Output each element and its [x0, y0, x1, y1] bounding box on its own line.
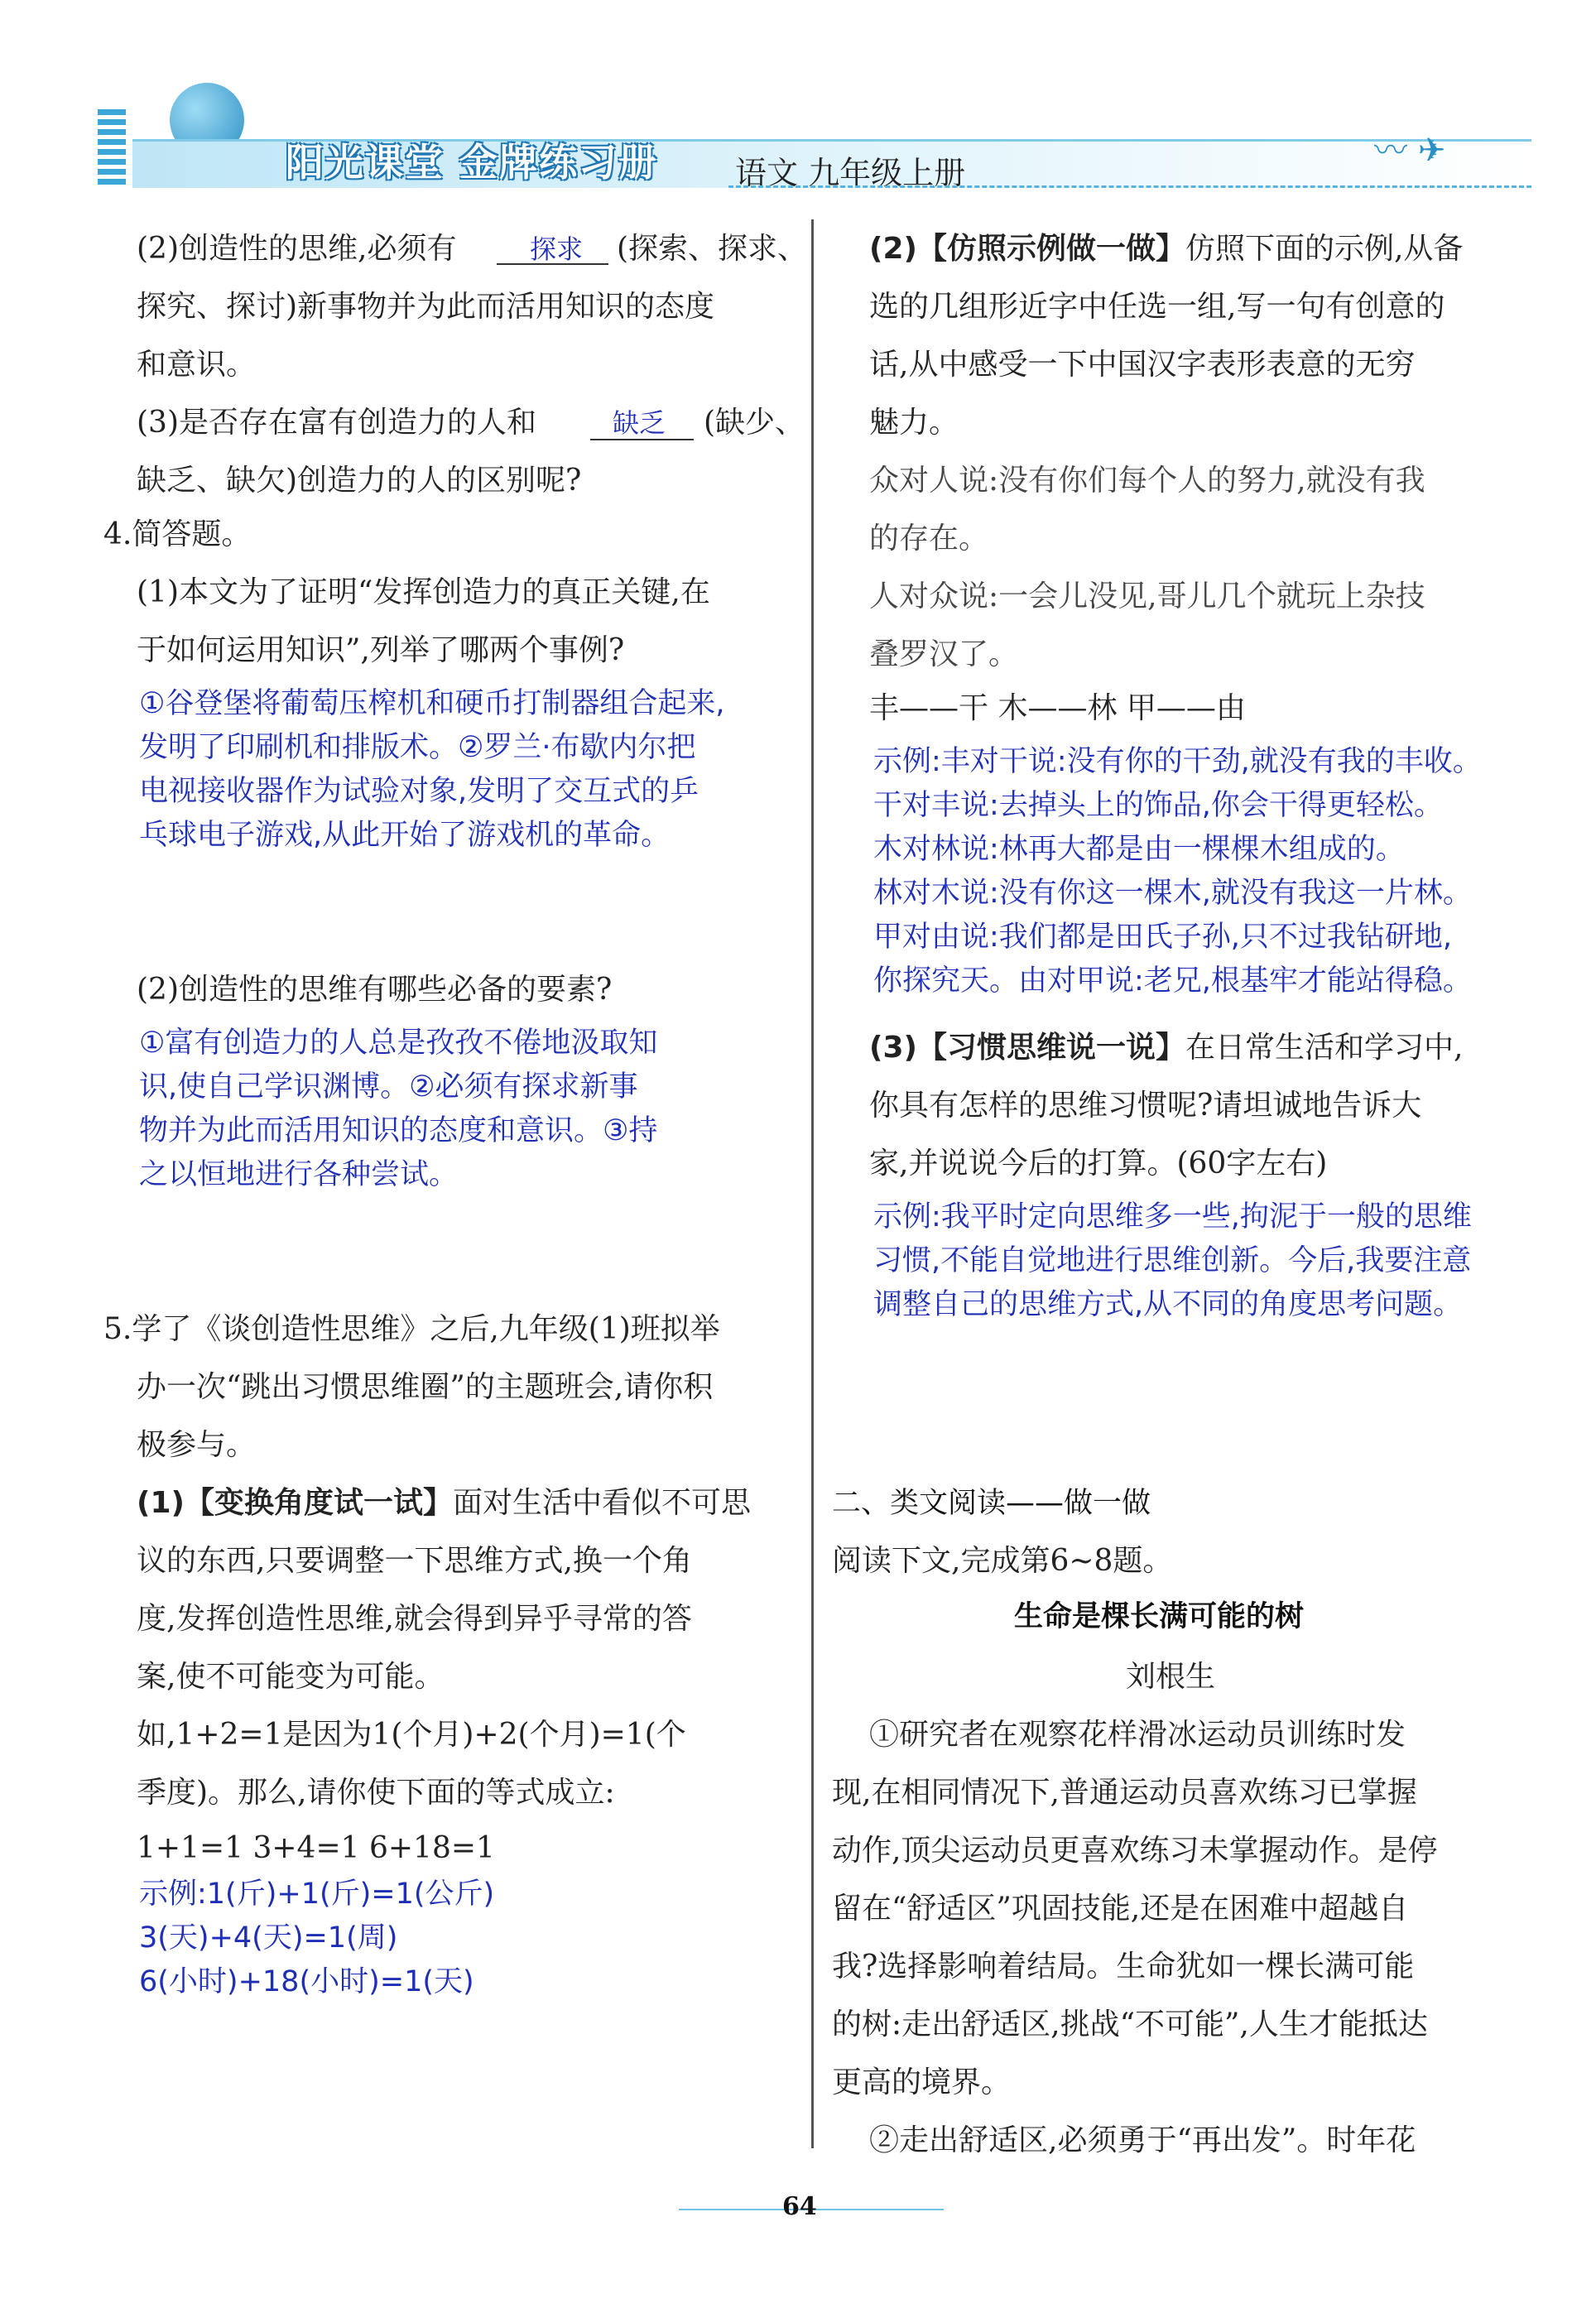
page-number: 64 [782, 2192, 817, 2221]
q4-2-answer-line: 之以恒地进行各种尝试。 [139, 1158, 459, 1191]
r3-tag: (3)【习惯思维说一说】 [869, 1031, 1185, 1065]
q5-1-tag: (1)【变换角度试一试】 [137, 1486, 453, 1520]
q5-1-line [137, 1486, 751, 1521]
q4-1-answer-line: 乓球电子游戏,从此开始了游戏机的革命。 [139, 819, 671, 852]
q2-text-c: 探究、探讨)新事物并为此而活用知识的态度 [137, 290, 715, 324]
q5-1-answer-line: 示例:1(斤)+1(斤)=1(公斤) [139, 1878, 495, 1911]
r2-text: 选的几组形近字中任选一组,写一句有创意的 [869, 290, 1445, 324]
header-stripes [98, 109, 126, 189]
r3-text: 你具有怎样的思维习惯呢?请坦诚地告诉大 [869, 1089, 1422, 1123]
r2-text: 话,从中感受一下中国汉字表形表意的无穷 [869, 348, 1416, 382]
q3-answer: 缺乏 [613, 407, 666, 439]
q5-1-text: 案,使不可能变为可能。 [137, 1660, 445, 1694]
book-subtitle: 语文 九年级上册 [735, 155, 966, 191]
r2-answer-line: 甲对由说:我们都是田氏子孙,只不过我钻研地, [873, 921, 1453, 954]
q4-2-text: (2)创造性的思维有哪些必备的要素? [137, 973, 613, 1007]
article-line: 留在“舒适区”巩固技能,还是在困难中超越自 [832, 1892, 1409, 1926]
q3-text-c: 缺乏、缺欠)创造力的人的区别呢? [137, 464, 582, 498]
q5-1-text: 如,1+2=1是因为1(个月)+2(个月)=1(个 [137, 1718, 686, 1752]
q4-2-answer-line: ①富有创造力的人总是孜孜不倦地汲取知 [139, 1027, 658, 1060]
book-title: 阳光课堂 金牌练习册 [286, 140, 659, 185]
section-instruction: 阅读下文,完成第6~8题。 [832, 1544, 1173, 1578]
r2-answer-line: 干对丰说:去掉头上的饰品,你会干得更轻松。 [873, 789, 1443, 822]
article-line: 的树:走出舒适区,挑战“不可能”,人生才能抵达 [832, 2008, 1428, 2041]
r2-groups: 丰——干 木——林 甲——由 [869, 691, 1246, 725]
q5-text: 极参与。 [137, 1428, 257, 1462]
q4-1-text-a: (1)本文为了证明“发挥创造力的真正关键,在 [137, 575, 710, 609]
q2-text-b: (探索、探求、 [617, 232, 808, 266]
q4-heading: 4.简答题。 [103, 517, 252, 551]
article-title: 生命是棵长满可能的树 [1014, 1600, 1305, 1633]
header-dashed-rule [728, 185, 1531, 188]
q4-1-answer-line: 发明了印刷机和排版术。②罗兰·布歇内尔把 [139, 731, 696, 764]
q5-text: 办一次“跳出习惯思维圈”的主题班会,请你积 [137, 1370, 714, 1404]
r3-answer-line: 习惯,不能自觉地进行思维创新。今后,我要注意 [873, 1244, 1472, 1277]
r3-rest: 在日常生活和学习中, [1185, 1031, 1464, 1065]
r2-example: 众对人说:没有你们每个人的努力,就没有我 [869, 464, 1425, 498]
r2-rest: 仿照下面的示例,从备 [1185, 232, 1464, 266]
q3-text-b: (缺少、 [704, 406, 805, 440]
r2-answer-line: 木对林说:林再大都是由一棵棵木组成的。 [873, 833, 1405, 866]
r2-answer-line: 示例:丰对干说:没有你的干劲,就没有我的丰收。 [873, 745, 1482, 778]
q4-2-answer-line: 物并为此而活用知识的态度和意识。③持 [139, 1114, 658, 1147]
r3-answer-line: 示例:我平时定向思维多一些,拘泥于一般的思维 [873, 1200, 1472, 1233]
r2-answer-line: 林对木说:没有你这一棵木,就没有我这一片林。 [873, 877, 1472, 910]
q5-1-equations: 1+1=1 3+4=1 6+18=1 [137, 1831, 495, 1865]
r2-tag: (2)【仿照示例做一做】 [869, 232, 1185, 266]
section-heading: 二、类文阅读——做一做 [832, 1487, 1151, 1520]
q3-text-a: (3)是否存在富有创造力的人和 [137, 406, 536, 440]
q5-1-text: 议的东西,只要调整一下思维方式,换一个角 [137, 1544, 692, 1578]
article-line: ②走出舒适区,必须勇于“再出发”。时年花 [869, 2123, 1416, 2157]
article-line: 我?选择影响着结局。生命犹如一棵长满可能 [832, 1950, 1415, 1984]
q4-1-answer-line: ①谷登堡将葡萄压榨机和硬币打制器组合起来, [139, 687, 725, 720]
q2-text-d: 和意识。 [137, 348, 257, 382]
article-line: 动作,顶尖运动员更喜欢练习未掌握动作。是停 [832, 1834, 1438, 1868]
article-line: 更高的境界。 [832, 2065, 1012, 2099]
r2-text: 魅力。 [869, 406, 959, 440]
r3-line [869, 1031, 1463, 1065]
q5-1-answer-line: 6(小时)+18(小时)=1(天) [139, 1965, 474, 1998]
q5-1-text: 度,发挥创造性思维,就会得到异乎寻常的答 [137, 1602, 692, 1636]
q5-text: 5.学了《谈创造性思维》之后,九年级(1)班拟举 [103, 1312, 720, 1346]
q5-1-text: 季度)。那么,请你使下面的等式成立: [137, 1776, 615, 1810]
r2-example: 的存在。 [869, 522, 989, 555]
q5-1-answer-line: 3(天)+4(天)=1(周) [139, 1921, 398, 1955]
r2-example: 叠罗汉了。 [869, 637, 1019, 671]
article-line: 现,在相同情况下,普通运动员喜欢练习已掌握 [832, 1776, 1417, 1810]
r3-text: 家,并说说今后的打算。(60字左右) [869, 1147, 1328, 1181]
q4-1-text-b: 于如何运用知识”,列举了哪两个事例? [137, 633, 625, 667]
article-author: 刘根生 [1126, 1660, 1216, 1694]
q4-1-answer-line: 电视接收器作为试验对象,发明了交互式的乒 [139, 775, 699, 808]
r2-example: 人对众说:一会儿没见,哥儿几个就玩上杂技 [869, 579, 1425, 613]
article-line: ①研究者在观察花样滑冰运动员训练时发 [869, 1718, 1406, 1752]
q2-text-a: (2)创造性的思维,必须有 [137, 232, 457, 266]
r2-line [869, 232, 1463, 267]
q2-answer: 探求 [530, 233, 584, 265]
birds-icon: 〰 ✈ [1374, 132, 1446, 170]
r3-answer-line: 调整自己的思维方式,从不同的角度思考问题。 [873, 1288, 1463, 1321]
q4-2-answer-line: 识,使自己学识渊博。②必须有探求新事 [139, 1070, 638, 1104]
q5-1-rest: 面对生活中看似不可思 [452, 1486, 751, 1520]
column-divider [811, 219, 814, 2148]
r2-answer-line: 你探究天。由对甲说:老兄,根基牢才能站得稳。 [873, 964, 1472, 998]
